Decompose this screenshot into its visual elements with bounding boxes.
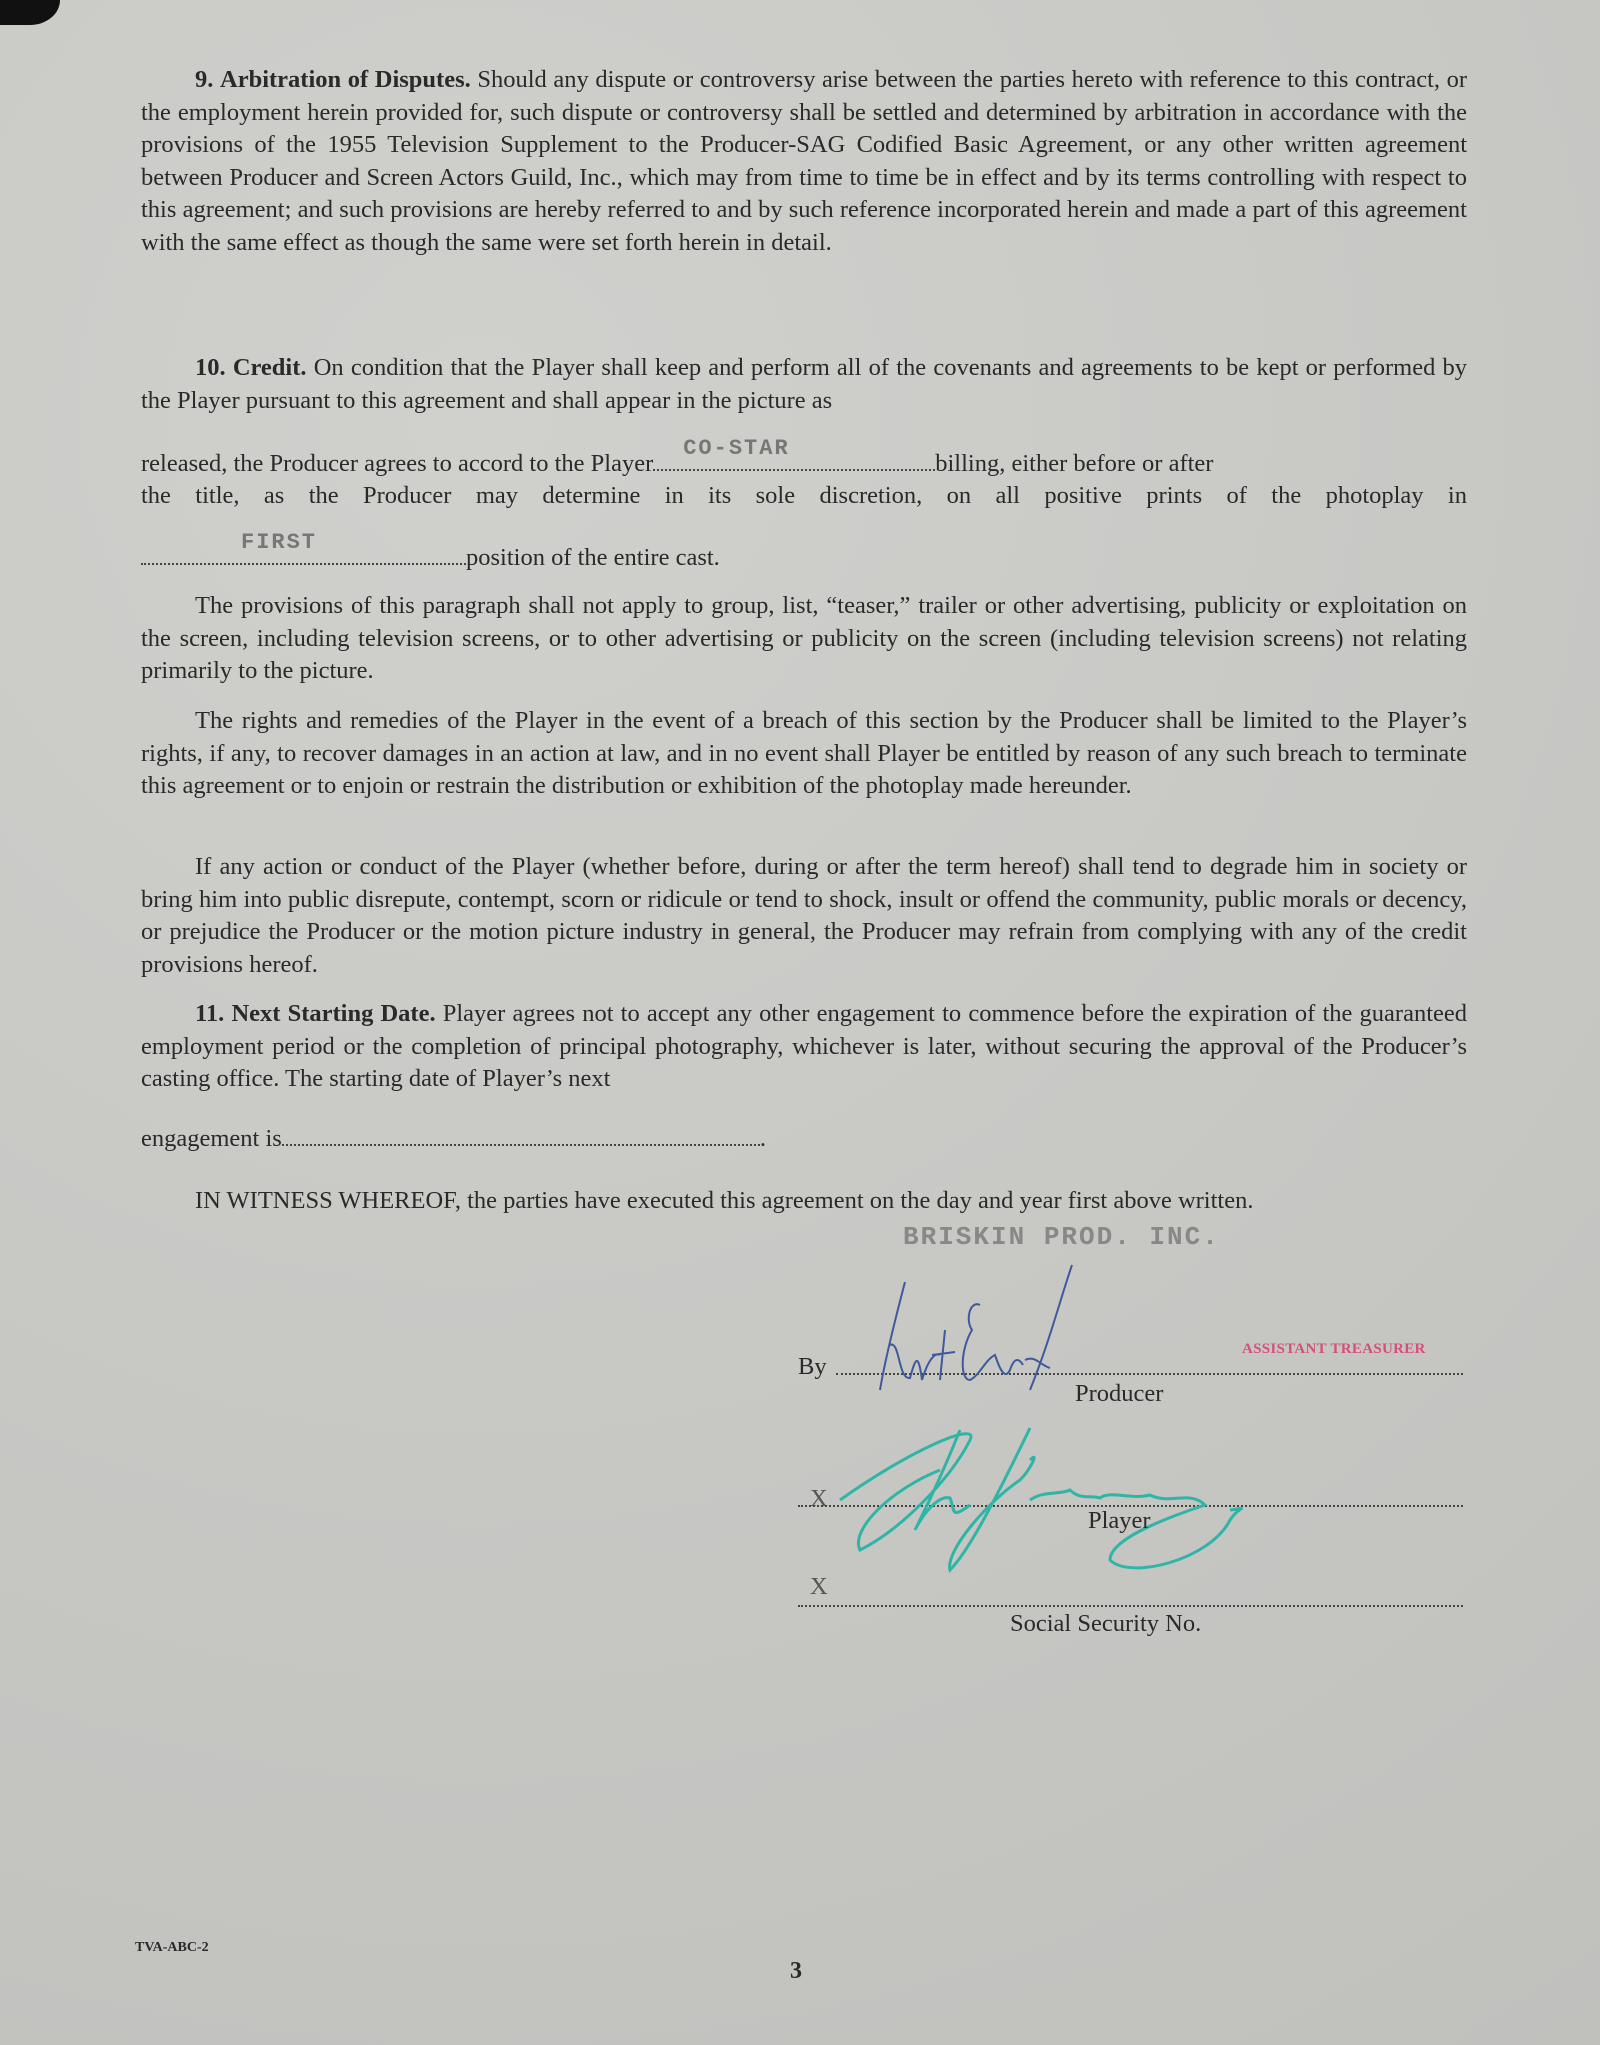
engagement-field[interactable] [282, 1122, 760, 1146]
engagement-line [141, 1122, 766, 1155]
producer-label: Producer [1075, 1380, 1164, 1407]
credit-paragraph-3: The rights and remedies of the Player in the event of a breach of this section by the Producer shall be limited to the Player’s rights, if any, to recover damages in an action at law, and in no event shall Player be entitled by reason of any such breach to terminate this agreement or to enjoin or restrain the distribution or exhibition of the photoplay made hereunder. [141, 707, 1467, 799]
form-code: TVA-ABC-2 [135, 1940, 209, 1955]
section-heading: Next Starting Date. [231, 1000, 436, 1027]
section-text: Player agrees not to accept any other engagement to commence before the expiration of the guaranteed employment period or the completion of principal photography, whichever is later, without securing the approval of the Producer’s casting office. The starting date of Player’s next [141, 1000, 1467, 1092]
section-number: 10. [195, 354, 226, 381]
player-x-mark: X [810, 1485, 828, 1512]
section-11-next-starting-date [141, 998, 1467, 1096]
witness-clause: IN WITNESS WHEREOF, the parties have executed this agreement on the day and year first above written. [195, 1187, 1254, 1214]
by-label: By [798, 1353, 827, 1380]
engagement-period: . [759, 1125, 766, 1152]
section-9-arbitration [141, 64, 1467, 259]
ssn-line[interactable] [798, 1605, 1463, 1607]
player-label: Player [1088, 1507, 1151, 1534]
section-text: On condition that the Player shall keep and perform all of the covenants and agreements to be kept or performed by the Player pursuant to this agreement and shall appear in the picture as [141, 354, 1467, 414]
section-number: 11. [195, 1000, 225, 1027]
section-number: 9. [195, 66, 214, 93]
section-text: Should any dispute or controversy arise between the parties hereto with reference to this contract, or the employment herein provided for, such dispute or controversy shall be settled and determined by arbitration in accordance with the provisions of the 1955 Television Supplement to the Producer-SAG Codified Basic Agreement, or any other written agreement between Producer and Screen Actors Guild, Inc., which may from time to time be in effect and by its terms controlling with respect to this agreement; and such provisions are hereby referred to and by such reference incorporated herein and made a part of this agreement with the same effect as though the same were set forth herein in detail. [141, 66, 1468, 256]
player-signature [830, 1410, 1350, 1580]
producer-signature [860, 1260, 1160, 1400]
credit-paragraph-2: The provisions of this paragraph shall not apply to group, list, “teaser,” trailer or other advertising, publicity or exploitation on the screen, including television screens, or to other advertising or publicity on the screen (including television screens) not relating primarily to the picture. [141, 592, 1467, 684]
title-line: the title, as the Producer may determine in its sole discretion, on all positive prints of the photoplay in [141, 482, 1467, 509]
position-value: FIRST [241, 530, 318, 555]
position-line [141, 530, 720, 574]
billing-prefix: released, the Producer agrees to accord to the Player [141, 450, 654, 477]
position-field [141, 530, 466, 565]
section-10-credit [141, 352, 1467, 417]
billing-suffix: billing, either before or after [935, 450, 1214, 477]
page-number: 3 [790, 1958, 802, 1984]
scan-corner-mark [0, 0, 60, 25]
section-heading: Arbitration of Disputes. [220, 66, 471, 93]
credit-paragraph-4: If any action or conduct of the Player (whether before, during or after the term hereof) shall tend to degrade him in society or bring him into public disrepute, contempt, scorn or ridicule or tend to shock, insult or offend the community, public morals or decency, or prejudice the Producer or the motion picture industry in general, the Producer may refrain from complying with any of the credit provisions hereof. [141, 853, 1467, 978]
position-suffix: position of the entire cast. [466, 544, 720, 571]
billing-value: CO-STAR [683, 436, 790, 461]
billing-field [653, 436, 935, 471]
company-stamp: BRISKIN PROD. INC. [903, 1222, 1220, 1252]
ssn-label: Social Security No. [1010, 1610, 1202, 1637]
section-heading: Credit. [232, 354, 307, 381]
billing-line [141, 436, 1467, 480]
ssn-x-mark: X [810, 1573, 828, 1600]
title-stamp: ASSISTANT TREASURER [1242, 1341, 1426, 1357]
engagement-label: engagement is [141, 1125, 282, 1152]
